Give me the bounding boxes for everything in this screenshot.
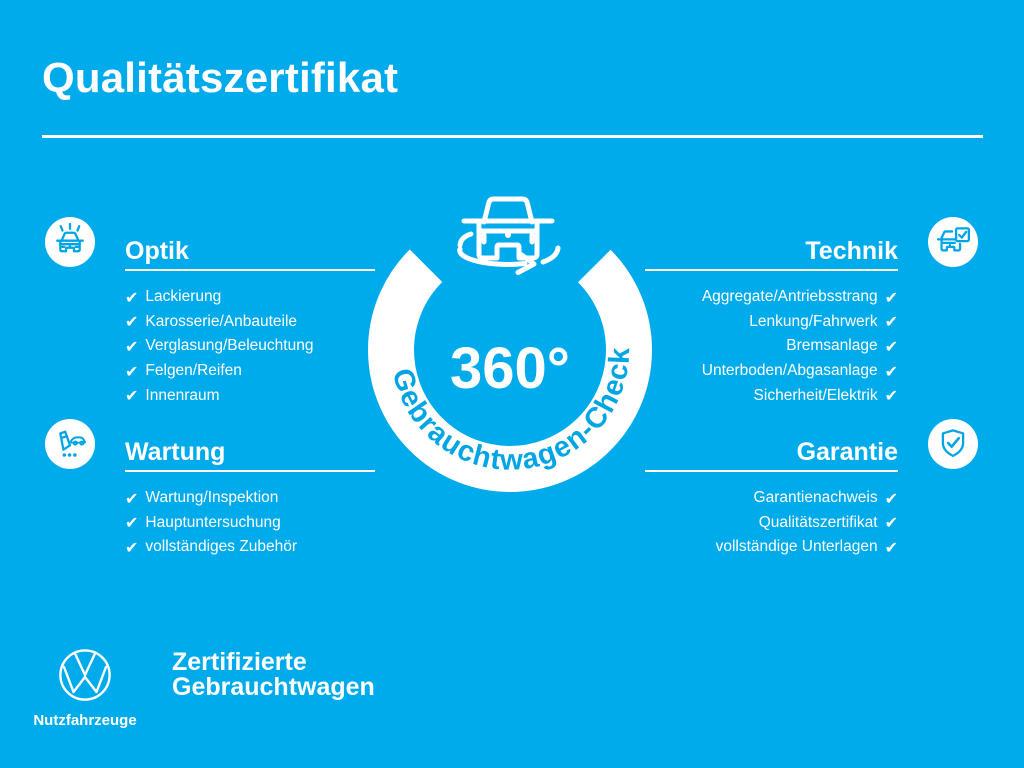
tagline-line2: Gebrauchtwagen (172, 673, 375, 701)
wartung-list (125, 486, 297, 560)
check-icon: ✔ (125, 488, 139, 508)
list-item (125, 535, 297, 560)
technik-list (702, 285, 898, 408)
check-icon: ✔ (884, 312, 898, 332)
check-icon: ✔ (125, 537, 139, 557)
wartung-divider (125, 470, 375, 472)
check-icon: ✔ (884, 513, 898, 533)
list-item-label: Lackierung (145, 288, 222, 306)
brand-name: Nutzfahrzeuge (33, 712, 137, 729)
ring-text: Gebrauchtwagen-Check (385, 345, 637, 477)
list-item (716, 511, 898, 536)
list-item-label: Wartung/Inspektion (145, 489, 279, 507)
garantie-heading: Garantie (796, 438, 898, 466)
check-icon: ✔ (884, 287, 898, 307)
check-icon: ✔ (884, 336, 898, 356)
shield-check-icon (931, 422, 975, 466)
list-item (125, 486, 297, 511)
list-item-label: vollständige Unterlagen (715, 538, 878, 556)
garantie-divider (645, 470, 898, 472)
list-item-label: Qualitätszertifikat (758, 513, 878, 531)
list-item (125, 511, 297, 536)
list-item-label: vollständiges Zubehör (145, 538, 298, 556)
list-item (125, 383, 313, 408)
car-checklist-icon (931, 220, 975, 264)
list-item (125, 359, 313, 384)
check-icon: ✔ (125, 312, 139, 332)
list-item-label: Garantienachweis (753, 489, 878, 507)
optik-list (125, 285, 313, 408)
list-item (702, 334, 898, 359)
page-title: Qualitätszertifikat (42, 54, 399, 101)
list-item (702, 383, 898, 408)
wartung-icon-badge (45, 419, 95, 469)
check-icon: ✔ (884, 537, 898, 557)
vw-logo (57, 647, 113, 703)
title-divider (42, 135, 983, 138)
list-item-label: Aggregate/Antriebsstrang (701, 288, 878, 306)
list-item-label: Lenkung/Fahrwerk (749, 312, 878, 330)
list-item-label: Karosserie/Anbauteile (145, 312, 298, 330)
list-item (716, 486, 898, 511)
badge-360 (355, 185, 665, 505)
check-icon: ✔ (125, 287, 139, 307)
optik-heading: Optik (125, 237, 189, 265)
check-icon: ✔ (125, 513, 139, 533)
car-shine-icon (48, 220, 92, 264)
check-icon: ✔ (884, 488, 898, 508)
check-icon: ✔ (125, 336, 139, 356)
check-icon: ✔ (125, 361, 139, 381)
list-item-label: Felgen/Reifen (145, 362, 242, 380)
list-item-label: Hauptuntersuchung (145, 513, 281, 531)
list-item-label: Sicherheit/Elektrik (753, 386, 878, 404)
degrees-label: 360° (450, 336, 570, 401)
list-item (125, 310, 313, 335)
list-item (125, 285, 313, 310)
garantie-list (716, 486, 898, 560)
check-icon: ✔ (884, 386, 898, 406)
list-item-label: Verglasung/Beleuchtung (145, 337, 314, 355)
list-item (716, 535, 898, 560)
list-item-label: Bremsanlage (786, 337, 878, 355)
list-item-label: Unterboden/Abgasanlage (701, 362, 878, 380)
garantie-icon-badge (928, 419, 978, 469)
car-360-rotation-icon (460, 199, 558, 273)
pen-car-service-icon (48, 422, 92, 466)
technik-heading: Technik (805, 237, 898, 265)
tagline-line1: Zertifizierte (172, 648, 307, 676)
list-item (702, 285, 898, 310)
optik-divider (125, 269, 375, 271)
list-item-label: Innenraum (145, 386, 220, 404)
list-item (125, 334, 313, 359)
technik-divider (645, 269, 898, 271)
check-icon: ✔ (125, 386, 139, 406)
optik-icon-badge (45, 217, 95, 267)
list-item (702, 310, 898, 335)
check-icon: ✔ (884, 361, 898, 381)
tagline (172, 650, 375, 700)
technik-icon-badge (928, 217, 978, 267)
list-item (702, 359, 898, 384)
wartung-heading: Wartung (125, 438, 226, 466)
